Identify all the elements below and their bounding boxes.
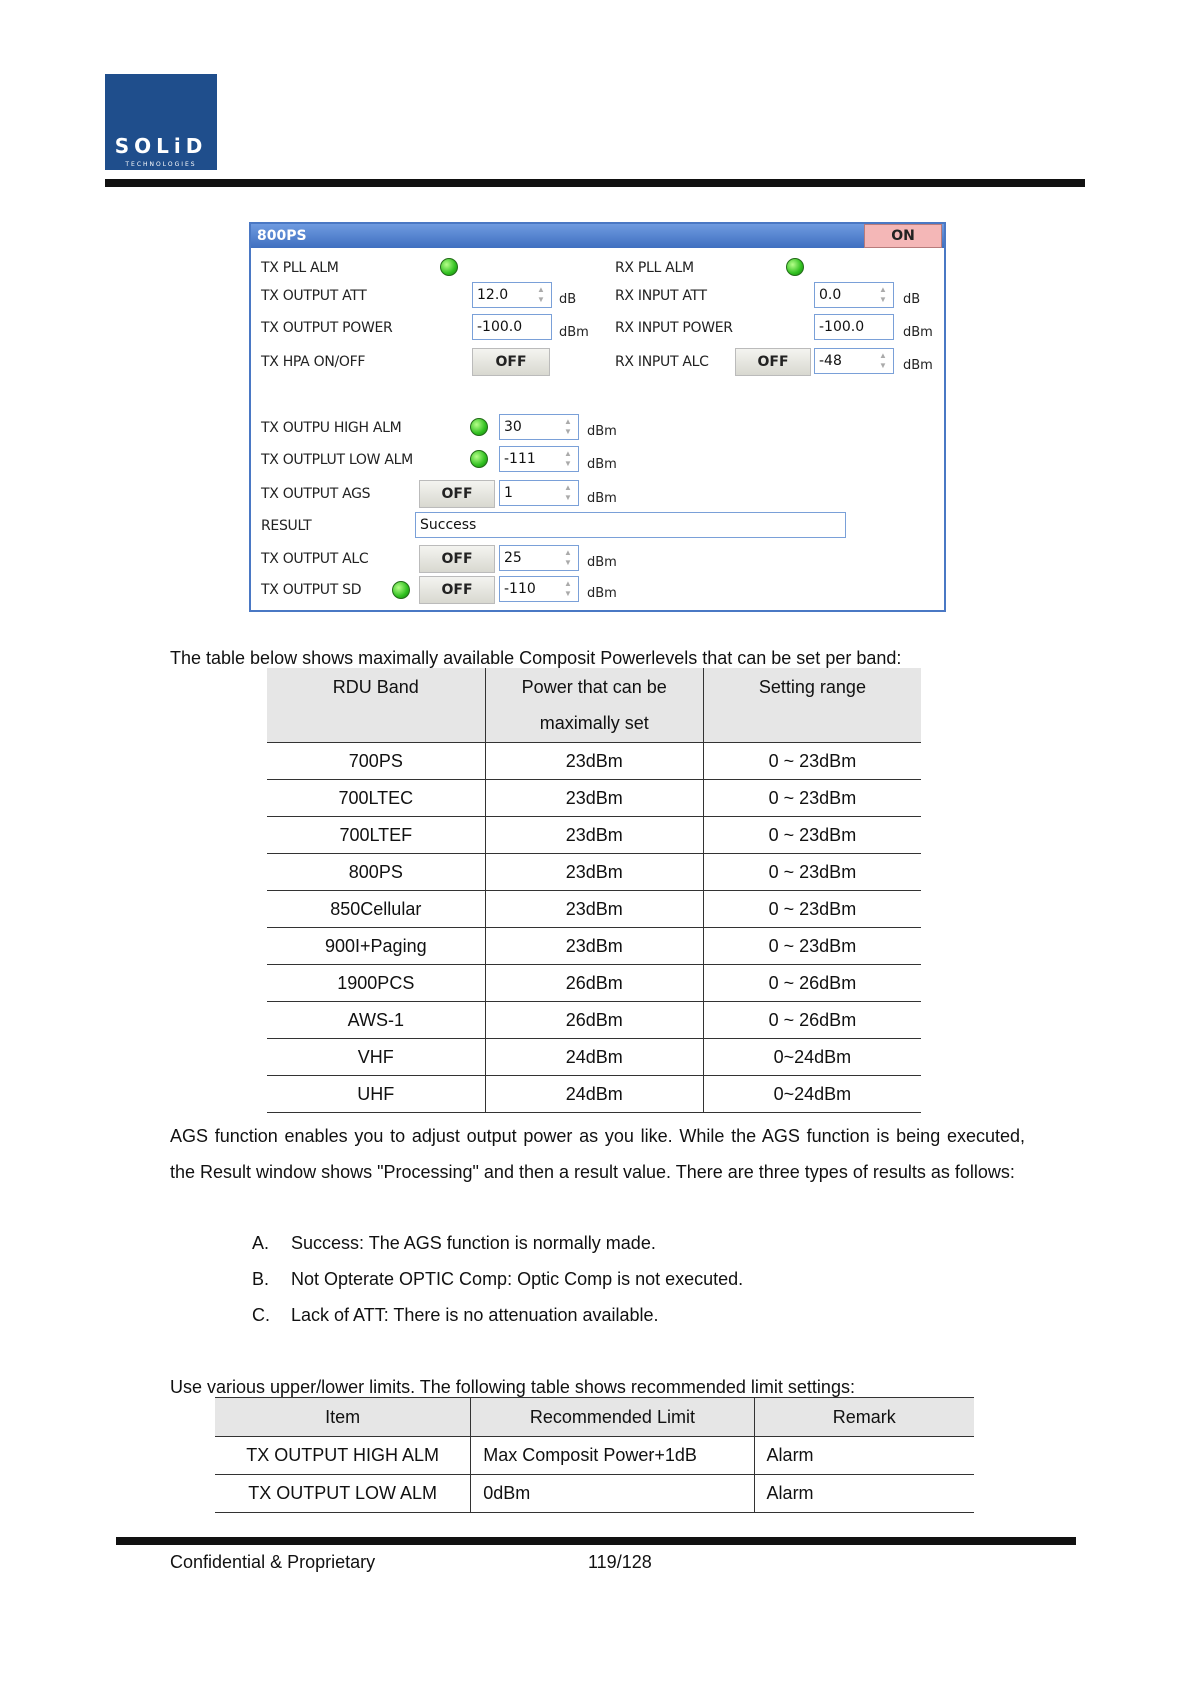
table-row [267, 817, 921, 854]
table-cell: 24dBm [485, 1039, 703, 1076]
table-cell: 900I+Paging [267, 928, 485, 965]
spinner-arrows-icon[interactable]: ▲ ▼ [879, 351, 887, 370]
table-cell: 23dBm [485, 928, 703, 965]
rx-input-power-value: -100.0 [819, 319, 865, 335]
tx-low-alm-label: TX OUTPLUT LOW ALM [261, 452, 413, 468]
tx-alc-spinner[interactable] [499, 545, 579, 571]
logo-wordmark: SOLiD [114, 134, 208, 158]
table-cell: 0 ~ 23dBm [703, 928, 921, 965]
logo-subtitle: TECHNOLOGIES [125, 161, 197, 168]
rx-pll-alm-led-icon [786, 258, 804, 276]
tx-output-power-value: -100.0 [477, 319, 523, 335]
unit-dbm: dBm [587, 586, 617, 601]
table-cell: 23dBm [485, 743, 703, 780]
column-header: Remark [754, 1398, 974, 1437]
tx-high-alm-spinner[interactable] [499, 414, 579, 440]
table-cell: 0~24dBm [703, 1039, 921, 1076]
column-header: Recommended Limit [471, 1398, 754, 1437]
table-cell: TX OUTPUT LOW ALM [215, 1475, 471, 1513]
table-cell: 24dBm [485, 1076, 703, 1113]
table-row [215, 1437, 974, 1475]
table-cell: 0 ~ 23dBm [703, 891, 921, 928]
rx-input-att-label: RX INPUT ATT [615, 288, 707, 304]
panel-title: 800PS [257, 228, 307, 244]
list-marker: C. [252, 1305, 270, 1325]
tx-low-alm-spinner[interactable] [499, 446, 579, 472]
tx-output-att-label: TX OUTPUT ATT [261, 288, 367, 304]
spinner-arrows-icon[interactable]: ▲ ▼ [879, 285, 887, 304]
unit-dbm: dBm [903, 358, 933, 373]
table-cell: Alarm [754, 1437, 974, 1475]
unit-dbm: dBm [903, 325, 933, 340]
unit-dbm: dBm [587, 424, 617, 439]
spinner-arrows-icon[interactable]: ▲ ▼ [564, 579, 572, 598]
table-cell: 23dBm [485, 854, 703, 891]
tx-hpa-off-button[interactable]: OFF [472, 348, 550, 376]
footer-rule [116, 1537, 1076, 1545]
table-row [267, 1076, 921, 1113]
on-button[interactable]: ON [864, 224, 942, 248]
table-cell: 23dBm [485, 891, 703, 928]
result-label: RESULT [261, 518, 312, 534]
table-cell: 26dBm [485, 1002, 703, 1039]
table-cell: 1900PCS [267, 965, 485, 1002]
table-row [267, 854, 921, 891]
column-header: Power that can be maximally set [485, 668, 703, 743]
tx-sd-value: -110 [504, 581, 536, 597]
table-cell: 0dBm [471, 1475, 754, 1513]
list-item: Success: The AGS function is normally made. [291, 1233, 656, 1253]
rx-input-att-spinner[interactable] [814, 282, 894, 308]
list-marker: B. [252, 1269, 270, 1289]
tx-low-alm-value: -111 [504, 451, 536, 467]
table-cell: 0 ~ 23dBm [703, 780, 921, 817]
rx-pll-alm-label: RX PLL ALM [615, 260, 694, 276]
table-cell: 0~24dBm [703, 1076, 921, 1113]
unit-dbm: dBm [559, 325, 589, 340]
header-rule [105, 179, 1085, 187]
table-cell: 23dBm [485, 780, 703, 817]
table-row [267, 891, 921, 928]
band-control-panel [249, 222, 946, 612]
rx-input-power-field[interactable] [814, 314, 894, 340]
company-logo [105, 74, 217, 170]
table-header-row [267, 668, 921, 743]
table-cell: 0 ~ 26dBm [703, 965, 921, 1002]
panel-title-bar [251, 224, 944, 248]
tx-pll-alm-led-icon [440, 258, 458, 276]
table-cell: VHF [267, 1039, 485, 1076]
spinner-arrows-icon[interactable]: ▲ ▼ [564, 548, 572, 567]
page-number: 119/128 [588, 1552, 652, 1572]
column-header: Setting range [703, 668, 921, 743]
table-cell: 0 ~ 26dBm [703, 1002, 921, 1039]
tx-ags-value: 1 [504, 485, 513, 501]
spinner-arrows-icon[interactable]: ▲ ▼ [564, 449, 572, 468]
table-cell: 700PS [267, 743, 485, 780]
table-cell: 800PS [267, 854, 485, 891]
limit-settings-table [215, 1397, 974, 1513]
limits-paragraph: Use various upper/lower limits. The following table shows recommended limit settings: [170, 1377, 855, 1397]
rx-input-alc-value: -48 [819, 353, 842, 369]
table-cell: 0 ~ 23dBm [703, 817, 921, 854]
column-header: RDU Band [267, 668, 485, 743]
table-cell: 26dBm [485, 965, 703, 1002]
table-cell: AWS-1 [267, 1002, 485, 1039]
table-cell: UHF [267, 1076, 485, 1113]
table-cell: Alarm [754, 1475, 974, 1513]
tx-alc-label: TX OUTPUT ALC [261, 551, 369, 567]
spinner-arrows-icon[interactable]: ▲ ▼ [537, 285, 545, 304]
rx-input-alc-label: RX INPUT ALC [615, 354, 709, 370]
tx-high-alm-label: TX OUTPU HIGH ALM [261, 420, 402, 436]
tx-output-power-field[interactable] [472, 314, 552, 340]
tx-ags-off-button[interactable]: OFF [419, 480, 495, 508]
table-cell: 700LTEF [267, 817, 485, 854]
table-cell: 700LTEC [267, 780, 485, 817]
table-row [215, 1475, 974, 1513]
tx-low-alm-led-icon [470, 450, 488, 468]
tx-hpa-label: TX HPA ON/OFF [261, 354, 366, 370]
unit-db: dB [903, 292, 921, 307]
table-row [267, 780, 921, 817]
rx-input-power-label: RX INPUT POWER [615, 320, 733, 336]
tx-high-alm-value: 30 [504, 419, 522, 435]
tx-alc-off-button[interactable]: OFF [419, 545, 495, 573]
tx-pll-alm-label: TX PLL ALM [261, 260, 339, 276]
table-row [267, 1039, 921, 1076]
unit-db: dB [559, 292, 577, 307]
tx-high-alm-led-icon [470, 418, 488, 436]
band-power-table [267, 668, 921, 1113]
tx-alc-value: 25 [504, 550, 522, 566]
table-cell: 0 ~ 23dBm [703, 743, 921, 780]
tx-output-power-label: TX OUTPUT POWER [261, 320, 393, 336]
footer-confidential: Confidential & Proprietary [170, 1552, 376, 1572]
unit-dbm: dBm [587, 491, 617, 506]
table-row [267, 965, 921, 1002]
tx-sd-label: TX OUTPUT SD [261, 582, 362, 598]
spinner-arrows-icon[interactable]: ▲ ▼ [564, 417, 572, 436]
table-cell: 23dBm [485, 817, 703, 854]
tx-ags-label: TX OUTPUT AGS [261, 486, 371, 502]
unit-dbm: dBm [587, 457, 617, 472]
table-cell: 0 ~ 23dBm [703, 854, 921, 891]
table-header-row [215, 1398, 974, 1437]
rx-input-alc-off-button[interactable]: OFF [735, 348, 811, 376]
list-item: Not Opterate OPTIC Comp: Optic Comp is not executed. [291, 1269, 744, 1289]
table-row [267, 1002, 921, 1039]
spinner-arrows-icon[interactable]: ▲ ▼ [564, 483, 572, 502]
tx-output-att-value: 12.0 [477, 287, 509, 303]
tx-sd-spinner[interactable] [499, 576, 579, 602]
table-row [267, 743, 921, 780]
tx-sd-led-icon [392, 581, 410, 599]
tx-output-att-spinner[interactable] [472, 282, 552, 308]
intro-paragraph: The table below shows maximally available Composit Powerlevels that can be set per band: [170, 648, 902, 668]
rx-input-alc-spinner[interactable] [814, 348, 894, 374]
tx-ags-spinner[interactable] [499, 480, 579, 506]
rx-input-att-value: 0.0 [819, 287, 842, 303]
table-cell: TX OUTPUT HIGH ALM [215, 1437, 471, 1475]
list-marker: A. [252, 1233, 270, 1253]
table-cell: 850Cellular [267, 891, 485, 928]
table-cell: Max Composit Power+1dB [471, 1437, 754, 1475]
result-value: Success [420, 517, 477, 533]
list-item: Lack of ATT: There is no attenuation available. [291, 1305, 659, 1325]
tx-sd-off-button[interactable]: OFF [419, 576, 495, 604]
column-header: Item [215, 1398, 471, 1437]
unit-dbm: dBm [587, 555, 617, 570]
ags-paragraph: AGS function enables you to adjust output power as you like. While the AGS function is being executed, the Result window shows "Processing" and then a result value. There are three types of results as follows: [170, 1126, 1025, 1182]
table-row [267, 928, 921, 965]
result-field [415, 512, 846, 538]
